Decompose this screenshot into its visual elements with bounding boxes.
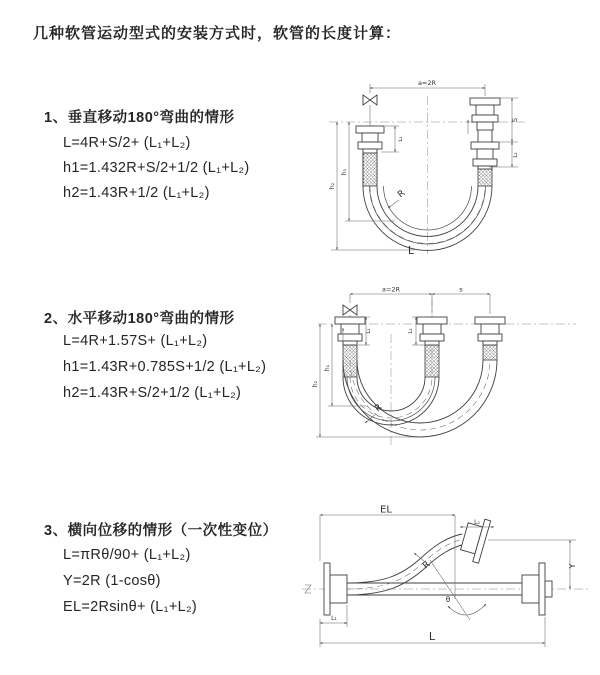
diagram-vertical-180-bend xyxy=(315,74,590,258)
section-2-formula-l: L=4R+1.57S+ (L₁+L₂) xyxy=(63,333,208,349)
page-title: 几种软管运动型式的安装方式时，软管的长度计算： xyxy=(33,25,402,42)
hose-displaced-position xyxy=(347,534,466,595)
braid-left xyxy=(343,345,357,377)
section-2-formula-h1: h1=1.43R+0.785S+1/2 (L₁+L₂) xyxy=(63,359,267,375)
valve-icon xyxy=(363,95,377,126)
braid-right xyxy=(483,345,497,360)
section-2-formula-h2: h2=1.43R+S/2+1/2 (L₁+L₂) xyxy=(63,385,242,401)
dim-label-y: Y xyxy=(568,563,577,569)
section-3-formula-y: Y=2R (1-cosθ) xyxy=(63,573,161,589)
dim-label-el: EL xyxy=(380,504,392,516)
dim-label-h2: h₂ xyxy=(329,182,336,190)
section-3-heading: 3、横向位移的情形（一次性变位） xyxy=(44,523,278,539)
fitting-right-lower xyxy=(471,142,499,169)
angle-label: θ xyxy=(445,595,451,604)
dim-label-l2: L₂ xyxy=(513,152,519,158)
valve-icon xyxy=(343,305,357,317)
hose-body xyxy=(343,345,497,437)
fitting-left xyxy=(335,317,365,345)
section-1-formula-l: L=4R+S/2+ (L₁+L₂) xyxy=(63,135,191,151)
dim-label-l1: L₁ xyxy=(366,328,372,334)
length-label: L xyxy=(407,244,415,257)
radius-label: R xyxy=(421,559,433,572)
fitting-right-upper xyxy=(470,98,500,130)
dim-label-h1: h₁ xyxy=(341,168,348,176)
dim-label-h1: h₁ xyxy=(324,364,331,372)
dim-label-s: s xyxy=(459,285,463,294)
radius-label: R xyxy=(373,402,385,415)
section-1-heading: 1、垂直移动180°弯曲的情形 xyxy=(44,110,235,126)
fitting-right xyxy=(475,317,505,345)
dimensions xyxy=(316,294,490,437)
braid-left xyxy=(363,152,377,186)
flange-right-lower xyxy=(522,563,552,615)
section-3-formula-el: EL=2Rsinθ+ (L₁+L₂) xyxy=(63,599,198,615)
dim-label-l: L xyxy=(428,630,436,643)
braid-middle xyxy=(425,345,439,377)
dim-label-s: S xyxy=(511,117,519,123)
dim-label-l1: L₁ xyxy=(398,136,404,142)
dim-label-l2: L₂ xyxy=(474,519,480,526)
dim-label-l2: L₂ xyxy=(408,328,414,334)
section-3-formula-l: L=πRθ/90+ (L₁+L₂) xyxy=(63,547,191,563)
braid-right xyxy=(478,169,492,186)
fitting-left xyxy=(356,126,384,153)
section-1-formula-h2: h2=1.43R+1/2 (L₁+L₂) xyxy=(63,185,210,201)
diagram-lateral-displacement xyxy=(298,503,595,661)
flange-left xyxy=(324,563,347,615)
dim-label-a2r: a=2R xyxy=(381,285,401,294)
diagram-labels xyxy=(312,286,463,415)
dim-label-h2: h₂ xyxy=(312,380,319,388)
diagram-horizontal-180-bend xyxy=(308,284,600,464)
section-1-formula-h1: h1=1.432R+S/2+1/2 (L₁+L₂) xyxy=(63,160,250,176)
dim-label-l1: L₁ xyxy=(331,615,337,622)
section-2-heading: 2、水平移动180°弯曲的情形 xyxy=(44,311,235,327)
radius-label: R xyxy=(396,188,408,201)
fitting-middle xyxy=(417,317,447,345)
dim-label-a2r: a=2R xyxy=(417,79,437,87)
